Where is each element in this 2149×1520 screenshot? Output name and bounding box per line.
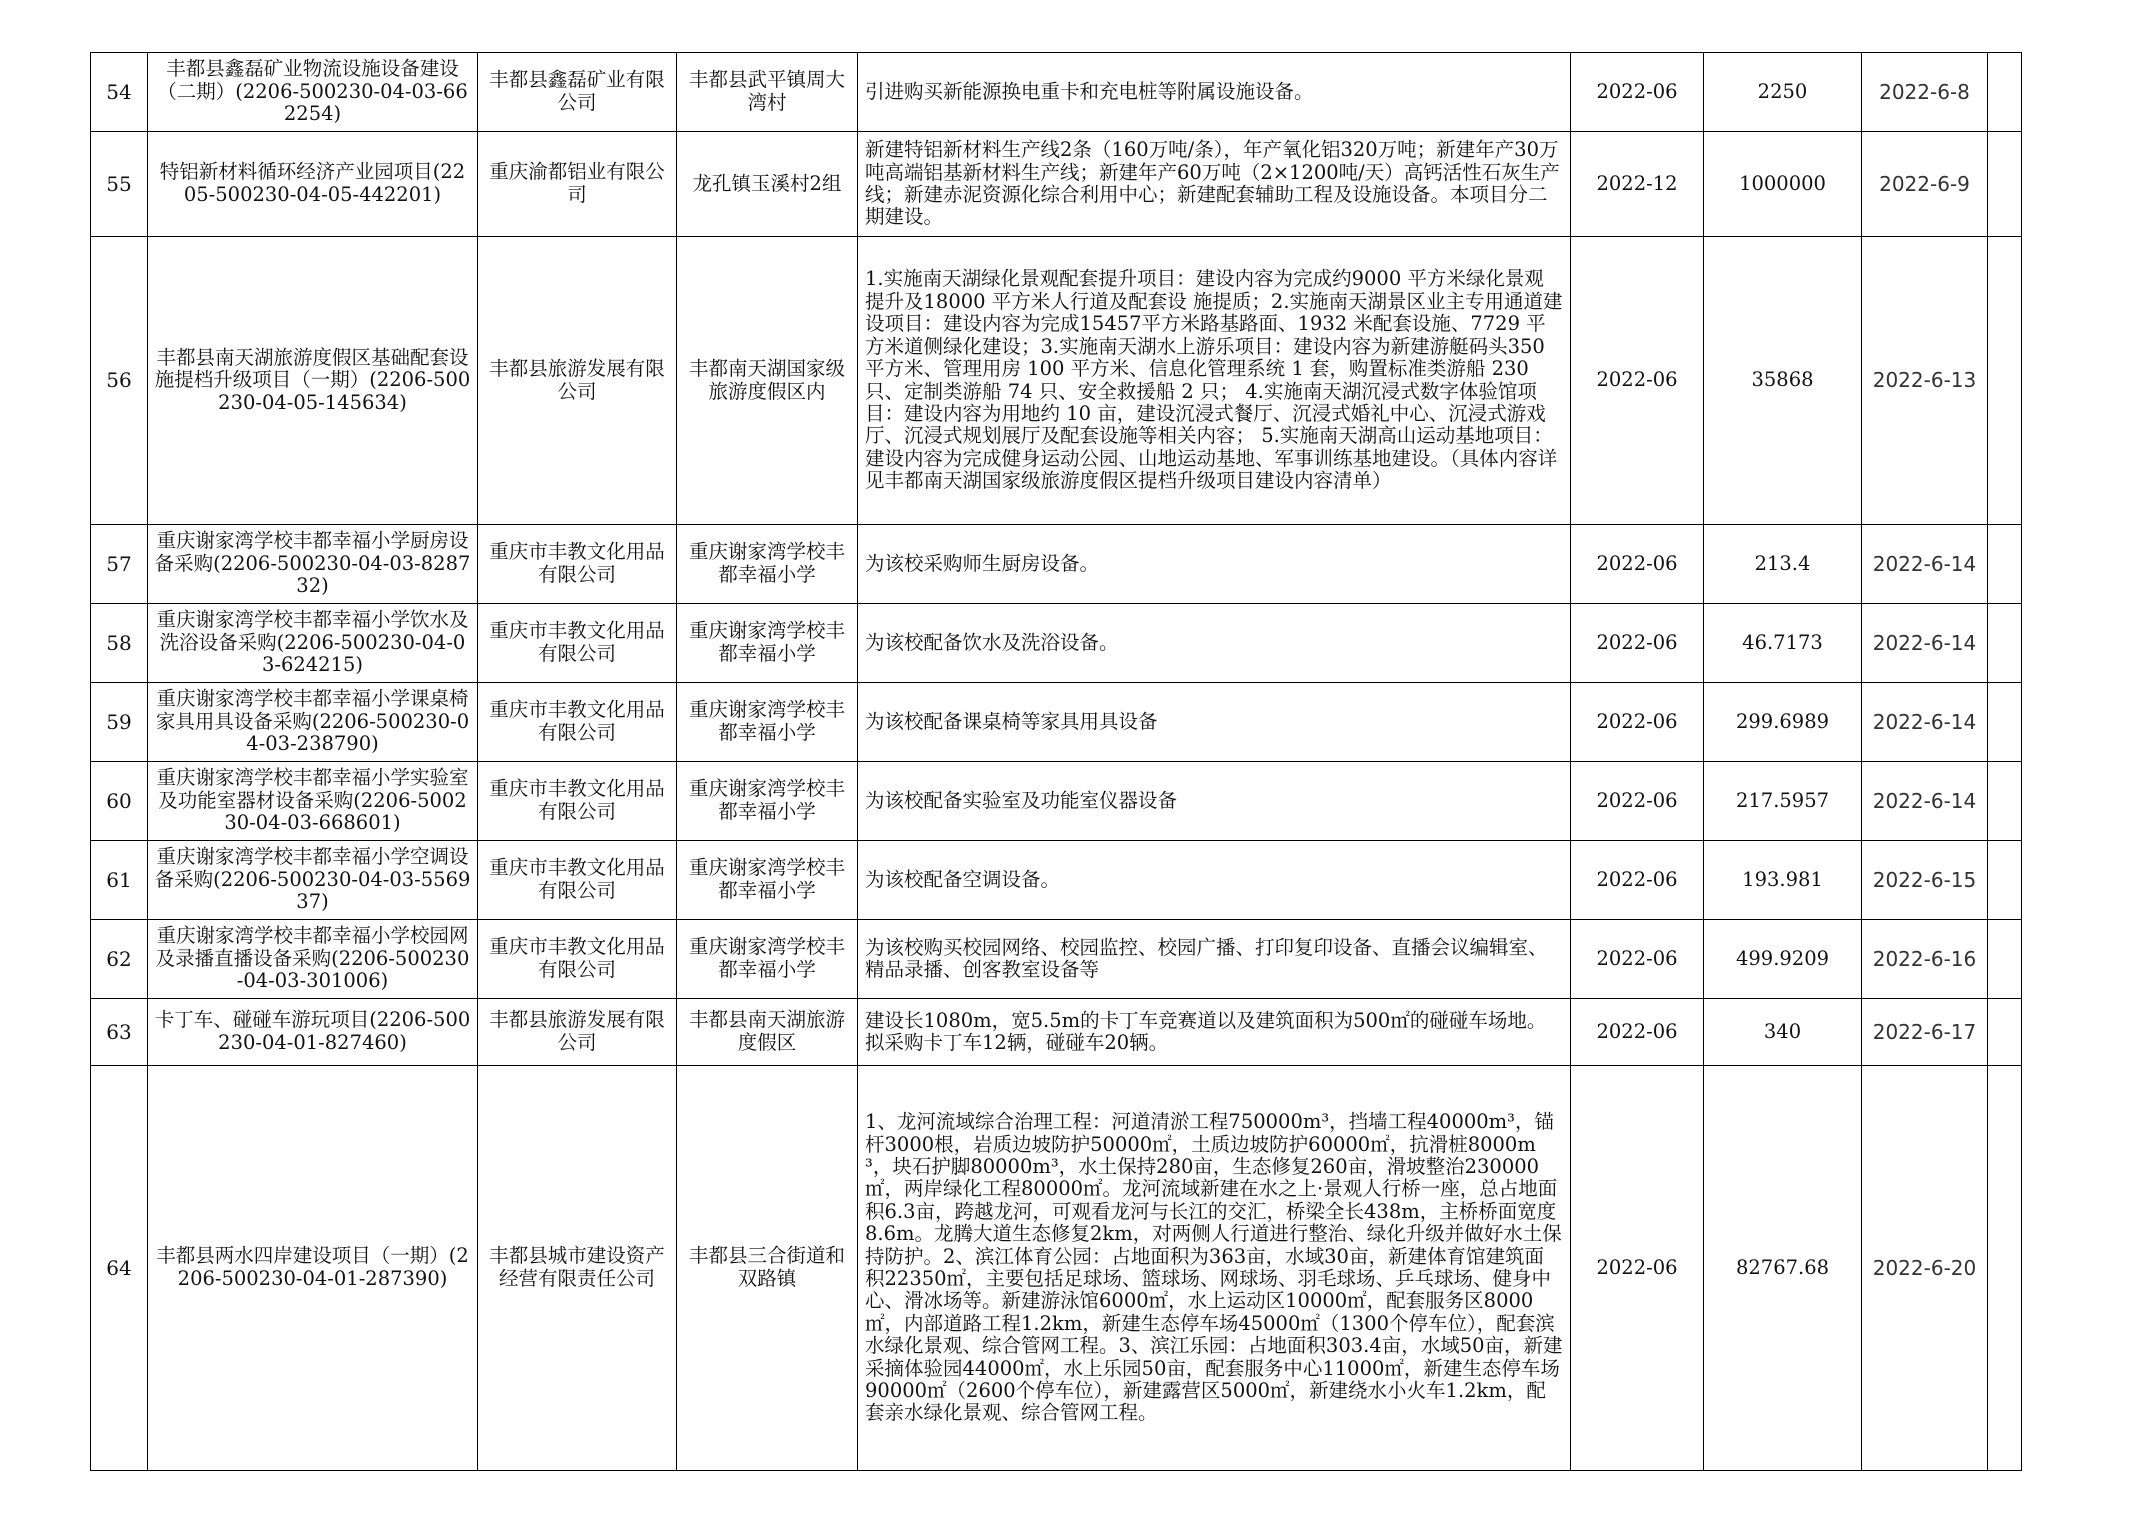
construction-unit-cell: 重庆市丰教文化用品有限公司: [478, 762, 677, 841]
project-name-cell: 丰都县鑫磊矿业物流设施设备建设（二期）(2206-500230-04-03-662254): [148, 53, 478, 132]
investment-amount-cell: 1000000: [1704, 132, 1862, 237]
remark-cell: [1988, 762, 2022, 841]
table-row: [91, 762, 2022, 841]
record-date-cell: 2022-6-17: [1862, 999, 1988, 1066]
construction-content-cell: 为该校购买校园网络、校园监控、校园广播、打印复印设备、直播会议编辑室、精品录播、创客教室设备等: [858, 920, 1571, 999]
construction-site-cell: 重庆谢家湾学校丰都幸福小学: [677, 841, 858, 920]
table-row: [91, 53, 2022, 132]
construction-unit-cell: 重庆市丰教文化用品有限公司: [478, 920, 677, 999]
project-name-cell: 重庆谢家湾学校丰都幸福小学课桌椅家具用具设备采购(2206-500230-04-03-238790): [148, 683, 478, 762]
construction-content-cell: 引进购买新能源换电重卡和充电桩等附属设施设备。: [858, 53, 1571, 132]
row-number-cell: 55: [91, 132, 148, 237]
table-row: [91, 999, 2022, 1066]
table-row: [91, 841, 2022, 920]
investment-amount-cell: 217.5957: [1704, 762, 1862, 841]
table-row: [91, 1066, 2022, 1471]
remark-cell: [1988, 525, 2022, 604]
project-name-cell: 重庆谢家湾学校丰都幸福小学实验室及功能室器材设备采购(2206-500230-04-03-668601): [148, 762, 478, 841]
construction-site-cell: 重庆谢家湾学校丰都幸福小学: [677, 762, 858, 841]
project-name-cell: 重庆谢家湾学校丰都幸福小学饮水及洗浴设备采购(2206-500230-04-03-624215): [148, 604, 478, 683]
construction-site-cell: 重庆谢家湾学校丰都幸福小学: [677, 604, 858, 683]
investment-amount-cell: 340: [1704, 999, 1862, 1066]
row-number-cell: 57: [91, 525, 148, 604]
construction-site-cell: 龙孔镇玉溪村2组: [677, 132, 858, 237]
construction-content-cell: 1、龙河流域综合治理工程：河道清淤工程750000m³，挡墙工程40000m³，锚杆3000根，岩质边坡防护50000㎡，土质边坡防护60000㎡，抗滑桩8000m³，块石护脚80000m³，水土保持280亩，生态修复260亩，滑坡整治230000㎡，两岸绿化工程80000㎡。龙河流域新建在水之上·景观人行桥一座，总占地面积6.3亩，跨越龙河，可观看龙河与长江的交汇，桥梁全长438m，主桥桥面宽度8.6m。龙腾大道生态修复2km，对两侧人行道进行整治、绿化升级并做好水土保持防护。2、滨江体育公园：占地面积为363亩，水域30亩，新建体育馆建筑面积22350㎡，主要包括足球场、篮球场、网球场、羽毛球场、乒乓球场、健身中心、滑冰场等。新建游泳馆6000㎡，水上运动区10000㎡，配套服务区8000㎡，内部道路工程1.2km，新建生态停车场45000㎡（1300个停车位），配套滨水绿化景观、综合管网工程。3、滨江乐园：占地面积303.4亩，水域50亩，新建采摘体验园44000㎡，水上乐园50亩，配套服务中心11000㎡，新建生态停车场90000㎡（2600个停车位），新建露营区5000㎡，新建绕水小火车1.2km，配套亲水绿化景观、综合管网工程。: [858, 1066, 1571, 1471]
table-row: [91, 132, 2022, 237]
remark-cell: [1988, 53, 2022, 132]
start-month-cell: 2022-06: [1571, 53, 1704, 132]
record-date-cell: 2022-6-16: [1862, 920, 1988, 999]
investment-amount-cell: 2250: [1704, 53, 1862, 132]
project-name-cell: 丰都县两水四岸建设项目（一期）(2206-500230-04-01-287390): [148, 1066, 478, 1471]
record-date-cell: 2022-6-14: [1862, 683, 1988, 762]
construction-site-cell: 丰都南天湖国家级旅游度假区内: [677, 237, 858, 525]
row-number-cell: 59: [91, 683, 148, 762]
investment-amount-cell: 213.4: [1704, 525, 1862, 604]
table-row: [91, 237, 2022, 525]
construction-site-cell: 重庆谢家湾学校丰都幸福小学: [677, 920, 858, 999]
row-number-cell: 58: [91, 604, 148, 683]
table-row: [91, 683, 2022, 762]
row-number-cell: 56: [91, 237, 148, 525]
record-date-cell: 2022-6-13: [1862, 237, 1988, 525]
construction-site-cell: 重庆谢家湾学校丰都幸福小学: [677, 525, 858, 604]
construction-content-cell: 为该校采购师生厨房设备。: [858, 525, 1571, 604]
record-date-cell: 2022-6-20: [1862, 1066, 1988, 1471]
investment-amount-cell: 499.9209: [1704, 920, 1862, 999]
start-month-cell: 2022-12: [1571, 132, 1704, 237]
row-number-cell: 63: [91, 999, 148, 1066]
start-month-cell: 2022-06: [1571, 525, 1704, 604]
construction-content-cell: 为该校配备课桌椅等家具用具设备: [858, 683, 1571, 762]
start-month-cell: 2022-06: [1571, 841, 1704, 920]
construction-content-cell: 为该校配备饮水及洗浴设备。: [858, 604, 1571, 683]
start-month-cell: 2022-06: [1571, 920, 1704, 999]
remark-cell: [1988, 683, 2022, 762]
remark-cell: [1988, 1066, 2022, 1471]
remark-cell: [1988, 920, 2022, 999]
construction-unit-cell: 重庆市丰教文化用品有限公司: [478, 525, 677, 604]
remark-cell: [1988, 841, 2022, 920]
project-record-sheet: [90, 52, 2021, 1471]
row-number-cell: 62: [91, 920, 148, 999]
remark-cell: [1988, 604, 2022, 683]
start-month-cell: 2022-06: [1571, 237, 1704, 525]
start-month-cell: 2022-06: [1571, 683, 1704, 762]
remark-cell: [1988, 132, 2022, 237]
investment-amount-cell: 46.7173: [1704, 604, 1862, 683]
investment-amount-cell: 193.981: [1704, 841, 1862, 920]
construction-unit-cell: 重庆市丰教文化用品有限公司: [478, 683, 677, 762]
project-name-cell: 卡丁车、碰碰车游玩项目(2206-500230-04-01-827460): [148, 999, 478, 1066]
row-number-cell: 61: [91, 841, 148, 920]
remark-cell: [1988, 237, 2022, 525]
record-date-cell: 2022-6-8: [1862, 53, 1988, 132]
construction-unit-cell: 重庆市丰教文化用品有限公司: [478, 604, 677, 683]
construction-site-cell: 丰都县三合街道和双路镇: [677, 1066, 858, 1471]
row-number-cell: 64: [91, 1066, 148, 1471]
start-month-cell: 2022-06: [1571, 604, 1704, 683]
row-number-cell: 60: [91, 762, 148, 841]
construction-unit-cell: 重庆市丰教文化用品有限公司: [478, 841, 677, 920]
project-name-cell: 特铝新材料循环经济产业园项目(2205-500230-04-05-442201): [148, 132, 478, 237]
investment-amount-cell: 35868: [1704, 237, 1862, 525]
construction-site-cell: 丰都县武平镇周大湾村: [677, 53, 858, 132]
construction-content-cell: 1.实施南天湖绿化景观配套提升项目：建设内容为完成约9000 平方米绿化景观提升及18000 平方米人行道及配套设 施提质；2.实施南天湖景区业主专用通道建设项目：建设内容为完成15457平方米路基路面、1932 米配套设施、7729 平方米道侧绿化建设；3.实施南天湖水上游乐项目：建设内容为新建游艇码头350 平方米、管理用房 100 平方米、信息化管理系统 1 套，购置标准类游船 230 只、定制类游船 74 只、安全救援船 2 只； 4.实施南天湖沉浸式数字体验馆项目：建设内容为用地约 10 亩，建设沉浸式餐厅、沉浸式婚礼中心、沉浸式游戏厅、沉浸式规划展厅及配套设施等相关内容； 5.实施南天湖高山运动基地项目：建设内容为完成健身运动公园、山地运动基地、军事训练基地建设。（具体内容详见丰都南天湖国家级旅游度假区提档升级项目建设内容清单）: [858, 237, 1571, 525]
record-date-cell: 2022-6-15: [1862, 841, 1988, 920]
start-month-cell: 2022-06: [1571, 999, 1704, 1066]
record-date-cell: 2022-6-14: [1862, 525, 1988, 604]
project-name-cell: 重庆谢家湾学校丰都幸福小学校园网及录播直播设备采购(2206-500230-04-03-301006): [148, 920, 478, 999]
investment-amount-cell: 82767.68: [1704, 1066, 1862, 1471]
construction-unit-cell: 丰都县城市建设资产经营有限责任公司: [478, 1066, 677, 1471]
start-month-cell: 2022-06: [1571, 1066, 1704, 1471]
project-name-cell: 重庆谢家湾学校丰都幸福小学厨房设备采购(2206-500230-04-03-828732): [148, 525, 478, 604]
construction-unit-cell: 丰都县旅游发展有限公司: [478, 237, 677, 525]
record-date-cell: 2022-6-14: [1862, 762, 1988, 841]
row-number-cell: 54: [91, 53, 148, 132]
construction-unit-cell: 丰都县旅游发展有限公司: [478, 999, 677, 1066]
construction-content-cell: 为该校配备空调设备。: [858, 841, 1571, 920]
record-date-cell: 2022-6-14: [1862, 604, 1988, 683]
project-name-cell: 丰都县南天湖旅游度假区基础配套设施提档升级项目（一期）(2206-500230-04-05-145634): [148, 237, 478, 525]
construction-site-cell: 丰都县南天湖旅游度假区: [677, 999, 858, 1066]
start-month-cell: 2022-06: [1571, 762, 1704, 841]
table-row: [91, 604, 2022, 683]
construction-content-cell: 为该校配备实验室及功能室仪器设备: [858, 762, 1571, 841]
project-name-cell: 重庆谢家湾学校丰都幸福小学空调设备采购(2206-500230-04-03-556937): [148, 841, 478, 920]
construction-content-cell: 新建特铝新材料生产线2条（160万吨/条），年产氧化铝320万吨；新建年产30万吨高端铝基新材料生产线；新建年产60万吨（2×1200吨/天）高钙活性石灰生产线；新建赤泥资源化综合利用中心；新建配套辅助工程及设施设备。本项目分二期建设。: [858, 132, 1571, 237]
investment-amount-cell: 299.6989: [1704, 683, 1862, 762]
table-row: [91, 525, 2022, 604]
construction-unit-cell: 重庆渝都铝业有限公司: [478, 132, 677, 237]
construction-content-cell: 建设长1080m，宽5.5m的卡丁车竞赛道以及建筑面积为500㎡的碰碰车场地。拟采购卡丁车12辆，碰碰车20辆。: [858, 999, 1571, 1066]
remark-cell: [1988, 999, 2022, 1066]
construction-unit-cell: 丰都县鑫磊矿业有限公司: [478, 53, 677, 132]
record-date-cell: 2022-6-9: [1862, 132, 1988, 237]
construction-site-cell: 重庆谢家湾学校丰都幸福小学: [677, 683, 858, 762]
table-row: [91, 920, 2022, 999]
project-table: [90, 52, 2022, 1471]
